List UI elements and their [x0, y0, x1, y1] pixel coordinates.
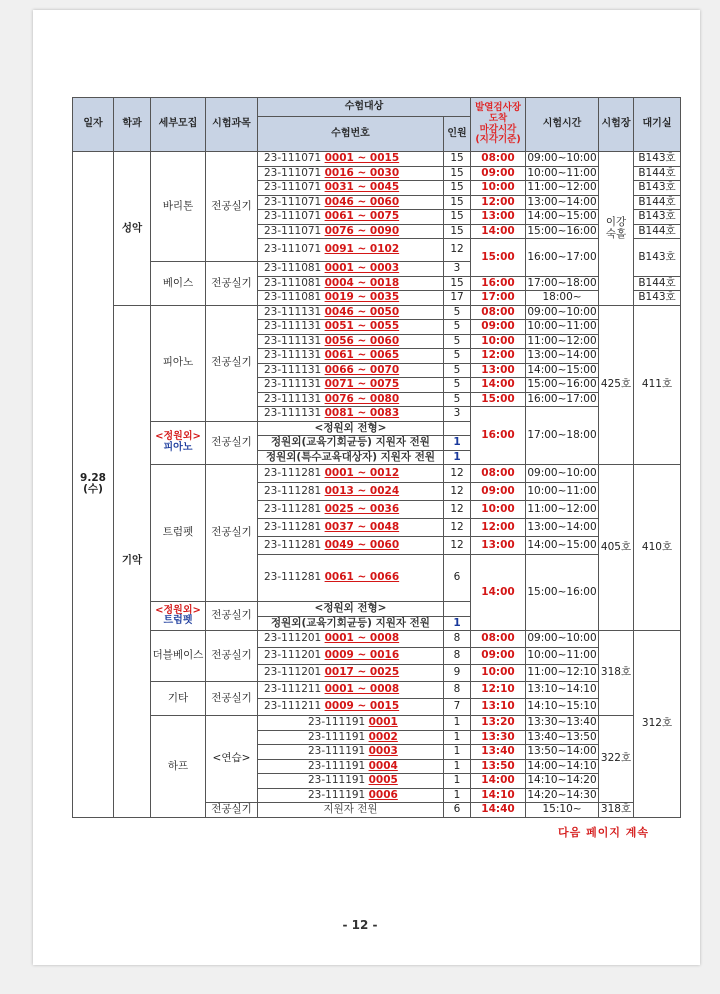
count-cell: 1 — [444, 436, 471, 451]
exam-no: 23-111191 0004 — [258, 759, 444, 774]
deadline-cell: 16:00 — [471, 276, 526, 291]
time-cell: 14:00~15:00 — [526, 537, 599, 555]
deadline-cell: 13:50 — [471, 759, 526, 774]
time-cell: 10:00~11:00 — [527, 166, 597, 179]
exam-no: 23-111201 0009 ~ 0016 — [258, 648, 444, 665]
count-cell: 15 — [444, 152, 471, 167]
time-cell: 13:00~14:00 — [527, 195, 597, 208]
deadline-cell: 14:00 — [471, 774, 526, 789]
count-cell: 12 — [444, 465, 471, 483]
date-cell: 9.28 (수) — [73, 152, 114, 818]
count-cell: 1 — [444, 759, 471, 774]
harp-practice: <연습> — [206, 716, 258, 803]
deadline-cell: 13:00 — [471, 363, 526, 378]
room-vocal: 이강숙홀 — [599, 152, 634, 306]
deadline-cell: 13:40 — [471, 745, 526, 760]
exam-no: 23-111211 0001 ~ 0008 — [258, 682, 444, 699]
exam-no: 23-111131 0066 ~ 0070 — [258, 363, 444, 378]
deadline-cell: 13:00 — [471, 210, 526, 225]
major-trumpet-special: <정원외> 트럼펫 — [151, 602, 206, 631]
time-cell: 11:00~12:00 — [526, 501, 599, 519]
exam-no: 23-111281 0013 ~ 0024 — [258, 483, 444, 501]
header-dept: 학과 — [114, 98, 151, 152]
exam-no: 23-111131 0051 ~ 0055 — [258, 320, 444, 335]
header-arrival: 발열검사장 도착 마감시각 (지각기준) — [471, 98, 526, 152]
count-cell: 15 — [444, 195, 471, 210]
wait-piano: 411호 — [634, 305, 681, 465]
header-exam-time: 시험시간 — [526, 98, 599, 152]
wait-cell: B144호 — [634, 166, 681, 181]
count-cell: 8 — [444, 631, 471, 648]
major-guitar: 기타 — [151, 682, 206, 716]
count-cell: 12 — [444, 483, 471, 501]
table-row — [73, 152, 681, 167]
count-cell: 15 — [444, 181, 471, 196]
exam-no: 23-111201 0017 ~ 0025 — [258, 665, 444, 682]
count-cell: 5 — [444, 334, 471, 349]
header-target: 수험대상 — [258, 98, 471, 117]
exam-no: 23-111081 0004 ~ 0018 — [258, 276, 444, 291]
wait-cell: B143호 — [634, 152, 681, 167]
header-date: 일자 — [73, 98, 114, 152]
time-cell: 10:00~11:00 — [527, 320, 597, 333]
major-bass: 베이스 — [151, 262, 206, 306]
deadline-cell: 17:00 — [471, 291, 526, 306]
exam-no: 23-111281 0049 ~ 0060 — [258, 537, 444, 555]
count-cell: 12 — [444, 537, 471, 555]
deadline-cell: 14:10 — [471, 788, 526, 803]
exam-no: 23-111081 0019 ~ 0035 — [258, 291, 444, 306]
exam-no: 23-111281 0025 ~ 0036 — [258, 501, 444, 519]
dept-instrumental: 기악 — [114, 305, 151, 817]
deadline-cell: 12:10 — [471, 682, 526, 699]
exam-no: 23-111191 0003 — [258, 745, 444, 760]
deadline-cell: 15:00 — [471, 392, 526, 407]
time-cell: 15:10~ — [526, 803, 599, 818]
subject-cell: 전공실기 — [206, 803, 258, 818]
time-cell: 11:00~12:10 — [526, 665, 599, 682]
count-cell: 15 — [444, 166, 471, 181]
major-piano: 피아노 — [151, 305, 206, 421]
exam-no: 지원자 전원 — [258, 803, 444, 818]
exam-no: 23-111071 0031 ~ 0045 — [258, 181, 444, 196]
deadline-cell: 09:00 — [471, 483, 526, 501]
time-cell: 14:00~14:10 — [527, 759, 597, 772]
exam-no: 23-111191 0005 — [258, 774, 444, 789]
exam-no: 23-111131 0071 ~ 0075 — [258, 378, 444, 393]
major-baritone: 바리톤 — [151, 152, 206, 262]
deadline-cell: 08:00 — [471, 631, 526, 648]
header-exam-no: 수험번호 — [258, 117, 444, 152]
exam-no: 23-111071 0091 ~ 0102 — [258, 239, 444, 262]
count-cell — [444, 602, 471, 617]
special-title: <정원외 전형> — [258, 421, 444, 436]
time-cell: 14:00~15:00 — [527, 363, 597, 376]
time-cell: 11:00~12:00 — [527, 334, 597, 347]
deadline-cell: 12:00 — [471, 195, 526, 210]
header-room: 시험장 — [599, 98, 634, 152]
special-title: <정원외 전형> — [258, 602, 444, 617]
time-cell: 14:20~14:30 — [527, 788, 597, 801]
count-cell: 5 — [444, 392, 471, 407]
subject-cell: 전공실기 — [206, 631, 258, 682]
wait-cell: B143호 — [634, 239, 681, 277]
deadline-cell: 16:00 — [471, 407, 526, 465]
time-cell: 15:00~16:00 — [526, 555, 599, 631]
count-cell: 3 — [444, 262, 471, 277]
exam-no: 23-111281 0037 ~ 0048 — [258, 519, 444, 537]
deadline-cell: 12:00 — [471, 349, 526, 364]
wait-cell: B144호 — [634, 195, 681, 210]
deadline-cell: 09:00 — [471, 648, 526, 665]
count-cell: 1 — [444, 745, 471, 760]
exam-no: 23-111191 0002 — [258, 730, 444, 745]
exam-no: 23-111071 0061 ~ 0075 — [258, 210, 444, 225]
time-cell: 17:00~18:00 — [526, 407, 599, 465]
exam-no: 23-111131 0056 ~ 0060 — [258, 334, 444, 349]
time-cell: 11:00~12:00 — [527, 181, 597, 194]
deadline-cell: 14:00 — [471, 378, 526, 393]
time-cell: 10:00~11:00 — [526, 648, 599, 665]
time-cell: 16:00~17:00 — [527, 392, 597, 405]
time-cell: 16:00~17:00 — [526, 239, 599, 277]
special-line: 정원외(특수교육대상자) 지원자 전원 — [258, 450, 444, 465]
count-cell: 15 — [444, 276, 471, 291]
wait-lower: 312호 — [634, 631, 681, 818]
exam-no: 23-111191 0006 — [258, 788, 444, 803]
count-cell: 1 — [444, 450, 471, 465]
exam-no: 23-111071 0016 ~ 0030 — [258, 166, 444, 181]
count-cell: 1 — [444, 730, 471, 745]
subject-cell: 전공실기 — [206, 152, 258, 262]
exam-no: 23-111201 0001 ~ 0008 — [258, 631, 444, 648]
deadline-cell: 12:00 — [471, 519, 526, 537]
exam-no: 23-111131 0061 ~ 0065 — [258, 349, 444, 364]
deadline-cell: 10:00 — [471, 665, 526, 682]
deadline-cell: 08:00 — [471, 305, 526, 320]
major-harp: 하프 — [151, 716, 206, 818]
room-cell: 318호 — [599, 803, 634, 818]
special-line: 정원외(교육기회균등) 지원자 전원 — [258, 616, 444, 631]
exam-no: 23-111131 0046 ~ 0050 — [258, 305, 444, 320]
count-cell: 17 — [444, 291, 471, 306]
deadline-cell: 09:00 — [471, 166, 526, 181]
deadline-cell: 14:00 — [471, 224, 526, 239]
time-cell: 13:50~14:00 — [527, 745, 597, 758]
time-cell: 10:00~11:00 — [526, 483, 599, 501]
time-cell: 13:40~13:50 — [527, 730, 597, 743]
page-number: - 12 - — [342, 918, 378, 932]
deadline-cell: 08:00 — [471, 152, 526, 167]
deadline-cell: 10:00 — [471, 181, 526, 196]
exam-no: 23-111071 0046 ~ 0060 — [258, 195, 444, 210]
time-cell: 13:00~14:00 — [526, 519, 599, 537]
table-row — [73, 716, 681, 731]
deadline-cell: 15:00 — [471, 239, 526, 277]
count-cell: 15 — [444, 224, 471, 239]
count-cell: 12 — [444, 501, 471, 519]
count-cell: 15 — [444, 210, 471, 225]
count-cell: 3 — [444, 407, 471, 422]
major-trumpet: 트럼펫 — [151, 465, 206, 602]
deadline-cell: 13:00 — [471, 537, 526, 555]
deadline-cell: 10:00 — [471, 501, 526, 519]
count-cell: 6 — [444, 555, 471, 602]
deadline-cell: 13:30 — [471, 730, 526, 745]
deadline-cell: 10:00 — [471, 334, 526, 349]
time-cell: 09:00~10:00 — [526, 465, 599, 483]
wait-cell: B143호 — [634, 210, 681, 225]
subject-cell: 전공실기 — [206, 421, 258, 465]
count-cell: 5 — [444, 320, 471, 335]
time-cell: 13:30~13:40 — [527, 716, 597, 729]
time-cell: 13:10~14:10 — [526, 682, 599, 699]
deadline-cell: 14:40 — [471, 803, 526, 818]
count-cell: 12 — [444, 239, 471, 262]
room-piano: 425호 — [599, 305, 634, 465]
special-line: 정원외(교육기회균등) 지원자 전원 — [258, 436, 444, 451]
count-cell: 7 — [444, 699, 471, 716]
room-db-guitar: 318호 — [599, 631, 634, 716]
exam-no: 23-111131 0076 ~ 0080 — [258, 392, 444, 407]
wait-cell: B143호 — [634, 291, 681, 306]
wait-cell: B144호 — [634, 224, 681, 239]
subject-cell: 전공실기 — [206, 465, 258, 602]
time-cell: 15:00~16:00 — [527, 224, 597, 237]
major-doublebass: 더블베이스 — [151, 631, 206, 682]
dept-vocal: 성악 — [114, 152, 151, 306]
count-cell: 1 — [444, 774, 471, 789]
wait-trumpet: 410호 — [634, 465, 681, 631]
deadline-cell: 08:00 — [471, 465, 526, 483]
exam-no: 23-111281 0061 ~ 0066 — [258, 555, 444, 602]
time-cell: 14:00~15:00 — [527, 210, 597, 223]
exam-schedule-table — [72, 97, 681, 818]
exam-no: 23-111211 0009 ~ 0015 — [258, 699, 444, 716]
wait-cell: B143호 — [634, 181, 681, 196]
deadline-cell: 13:10 — [471, 699, 526, 716]
time-cell: 13:00~14:00 — [527, 349, 597, 362]
room-harp: 322호 — [599, 716, 634, 803]
exam-no: 23-111081 0001 ~ 0003 — [258, 262, 444, 277]
count-cell: 8 — [444, 648, 471, 665]
header-waiting: 대기실 — [634, 98, 681, 152]
exam-no: 23-111281 0001 ~ 0012 — [258, 465, 444, 483]
exam-no: 23-111071 0076 ~ 0090 — [258, 224, 444, 239]
deadline-cell: 13:20 — [471, 716, 526, 731]
time-cell: 09:00~10:00 — [527, 305, 597, 318]
table-row — [73, 305, 681, 320]
subject-cell: 전공실기 — [206, 602, 258, 631]
time-cell: 17:00~18:00 — [527, 276, 597, 289]
header-major: 세부모집 — [151, 98, 206, 152]
exam-no: 23-111191 0001 — [258, 716, 444, 731]
header-subject: 시험과목 — [206, 98, 258, 152]
count-cell: 5 — [444, 305, 471, 320]
room-trumpet: 405호 — [599, 465, 634, 631]
table-row — [73, 682, 681, 699]
count-cell: 5 — [444, 378, 471, 393]
count-cell: 1 — [444, 616, 471, 631]
deadline-cell: 09:00 — [471, 320, 526, 335]
count-cell: 6 — [444, 803, 471, 818]
count-cell: 1 — [444, 788, 471, 803]
continued-note: 다음 페이지 계속 — [558, 826, 650, 839]
count-cell: 9 — [444, 665, 471, 682]
major-piano-special: <정원외> 피아노 — [151, 421, 206, 465]
time-cell: 09:00~10:00 — [527, 152, 597, 165]
wait-cell: B144호 — [634, 276, 681, 291]
count-cell: 12 — [444, 519, 471, 537]
time-cell: 09:00~10:00 — [526, 631, 599, 648]
exam-no: 23-111071 0001 ~ 0015 — [258, 152, 444, 167]
time-cell: 14:10~14:20 — [527, 774, 597, 787]
header-count: 인원 — [444, 117, 471, 152]
count-cell: 5 — [444, 363, 471, 378]
time-cell: 18:00~ — [526, 291, 599, 306]
count-cell: 8 — [444, 682, 471, 699]
count-cell: 5 — [444, 349, 471, 364]
table-row — [73, 465, 681, 483]
table-row — [73, 631, 681, 648]
subject-cell: 전공실기 — [206, 305, 258, 421]
subject-cell: 전공실기 — [206, 682, 258, 716]
count-cell — [444, 421, 471, 436]
time-cell: 14:10~15:10 — [526, 699, 599, 716]
exam-no: 23-111131 0081 ~ 0083 — [258, 407, 444, 422]
deadline-cell: 14:00 — [471, 555, 526, 631]
count-cell: 1 — [444, 716, 471, 731]
time-cell: 15:00~16:00 — [527, 378, 597, 391]
subject-cell: 전공실기 — [206, 262, 258, 306]
